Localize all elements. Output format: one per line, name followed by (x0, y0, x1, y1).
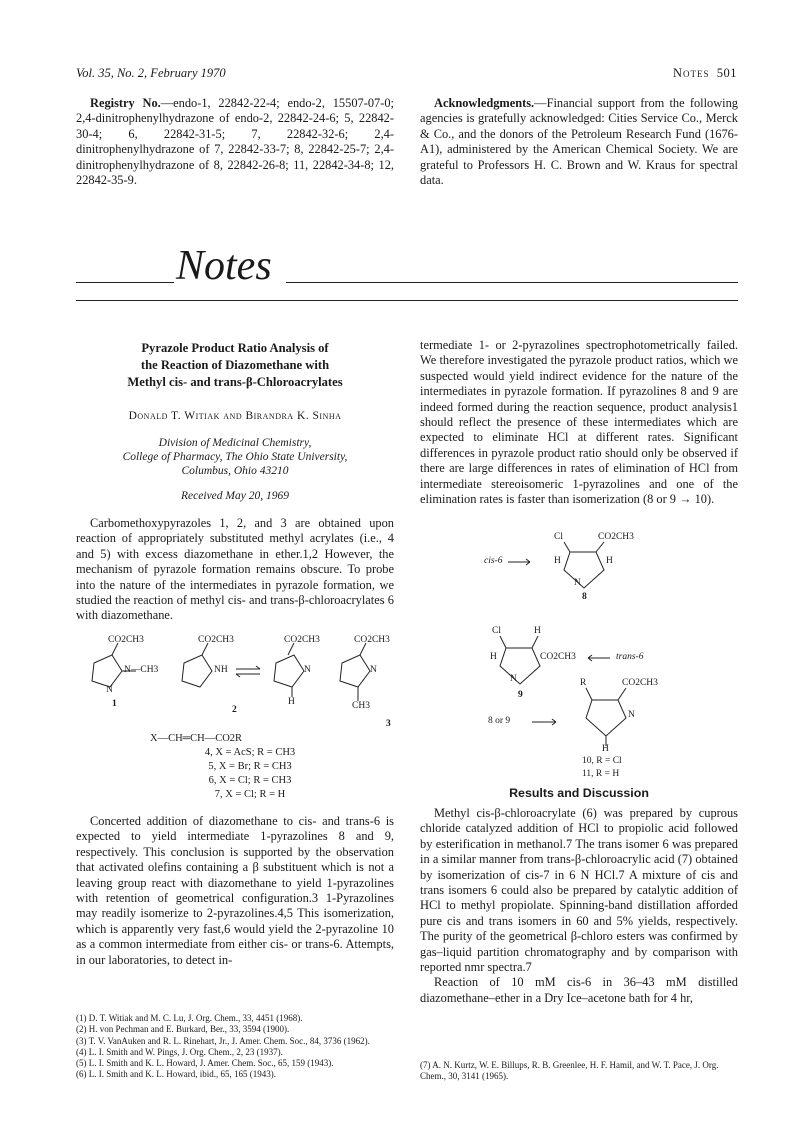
scheme10-ester: CO2CH3 (622, 678, 658, 688)
scheme8-h-left: H (554, 556, 561, 566)
scheme10-r: R (580, 678, 587, 688)
mechanism-text: Concerted addition of diazomethane to cis- and trans-6 is expected to yield intermediate 1-pyrazolines 8 and 9, respectively. This conclusion is supported by the observation that activated olefins containing a β substituent which is not a leaving group react with diazomethane to yield 1-pyrazolines with retention of geometrical configuration.3 1-Pyrazolines may readily isomerize to 2-pyrazolines.4,5 This isomerization, which is apparently very fast,6 would yield the 2-pyrazoline 10 as a common intermediate from either cis- or trans-6. Attempts, in our laboratories, to detect in- (76, 814, 394, 967)
tautomer-substituent: CO2CH3 (284, 635, 320, 645)
scheme9-h-top: H (534, 626, 541, 636)
scheme8-n: N (574, 578, 581, 588)
received-date: Received May 20, 1969 (181, 490, 289, 502)
scheme8-cl: Cl (554, 532, 563, 542)
footnote-4: (4) L. I. Smith and W. Pings, J. Org. Chem., 2, 23 (1937). (76, 1046, 283, 1057)
footnote-1: (1) D. T. Witiak and M. C. Lu, J. Org. Chem., 33, 4451 (1968). (76, 1013, 303, 1023)
banner-title: Notes (176, 243, 272, 289)
compound-label-3: 3 (386, 719, 391, 729)
struct1-n: N (106, 685, 113, 695)
banner-rule-right (286, 282, 738, 283)
intro-text: Carbomethoxypyrazoles 1, 2, and 3 are obtained upon reaction of appropriately substituted methyl acrylates (i.e., 4 and 5) with excess diazomethane in ether.1,2 However, the mechanism of pyrazole formation remains obscure. To probe into the nature of the intermediates in pyrazole formation, we studied the reaction of methyl cis- and trans-β-chloroacrylates 6 with diazomethane. (76, 516, 394, 623)
scheme-label-10: 10, R = Cl (582, 756, 622, 766)
scheme9-n: N (510, 674, 517, 684)
tautomer-h: H (288, 697, 295, 707)
footnote-2: (2) H. von Pechman and E. Burkard, Ber., 33, 3594 (1900). (76, 1024, 290, 1035)
compound-variant-4: 4, X = AcS; R = CH3 (204, 747, 296, 758)
right-column-paragraph (420, 338, 738, 507)
tautomer-n: N (304, 665, 311, 675)
pyrazole-structure-drawing (76, 633, 394, 733)
acknowledgments-paragraph (420, 96, 738, 188)
affiliation-line-2: College of Pharmacy, The Ohio State University, (122, 451, 348, 463)
scheme-label-8: 8 (582, 592, 587, 602)
scheme9-h-left: H (490, 652, 497, 662)
footnotes-left (76, 1013, 394, 1081)
footnote-3: (3) T. V. VanAuken and R. L. Rinehart, Jr., J. Amer. Chem. Soc., 84, 3736 (1962). (76, 1035, 370, 1046)
scheme10-h: H (602, 744, 609, 754)
struct2-substituent: CO2CH3 (198, 635, 234, 645)
footnote-5: (5) L. I. Smith and K. L. Howard, J. Amer. Chem. Soc., 65, 159 (1943). (76, 1058, 334, 1069)
article-title (76, 340, 394, 391)
acknowledgments-lead: Acknowledgments. (434, 96, 535, 110)
compound-variant-7: 7, X = Cl; R = H (214, 789, 286, 800)
intro-paragraph (76, 516, 394, 624)
compound-label-1: 1 (112, 699, 117, 709)
results-section (420, 806, 738, 1006)
registry-lead: Registry No. (90, 96, 161, 110)
scheme9-ester: CO2CH3 (540, 652, 576, 662)
article-affiliation (76, 436, 394, 478)
struct1-substituent: CO2CH3 (108, 635, 144, 645)
compound-label-2: 2 (232, 705, 237, 715)
title-line-1: Pyrazole Product Ratio Analysis of (141, 341, 329, 355)
affiliation-line-1: Division of Medicinal Chemistry, (158, 437, 312, 449)
struct3-n: N (370, 665, 377, 675)
scheme-drawing (420, 530, 738, 785)
struct1-n-methyl: N—CH3 (124, 665, 159, 675)
scheme-label-11: 11, R = H (582, 769, 620, 779)
right-column-text: termediate 1- or 2-pyrazolines spectrophotometrically failed. We therefore investigated the pyrazole product ratios, which we suspected would yield indirect evidence for the nature of the intermediates in pyrazole formation. If pyrazolines 8 and 9 are indeed formed during the reaction sequence, product analysis1 should reflect the presence of these intermediates which are expected to eliminate HCl at different rates. Significant differences in pyrazole product ratio should only be observed if there are large differences in rates of elimination of HCl from intermediate stereoisomeric 1-pyrazolines and one of the elimination rates is faster than isomerization (8 or 9 → 10). (420, 338, 738, 507)
title-line-3: Methyl cis- and trans-β-Chloroacrylates (127, 375, 343, 389)
article-authors: Donald T. Witiak and Birandra K. Sinha (128, 410, 342, 422)
reaction-scheme (420, 530, 738, 785)
scheme-cis6: cis-6 (484, 556, 503, 566)
scheme-trans6: trans-6 (616, 652, 644, 662)
compound-variant-6: 6, X = Cl; R = CH3 (208, 775, 292, 786)
running-header-right (620, 66, 737, 81)
scheme-label-9: 9 (518, 690, 523, 700)
registry-numbers-paragraph (76, 96, 394, 188)
results-paragraph-1: Methyl cis-β-chloroacrylate (6) was prepared by cuprous chloride catalyzed addition of HCl to propiolic acid followed by esterification in methanol.7 The trans isomer 6 was prepared in a similar manner from trans-β-chloroacrylic acid (7) obtained by isomerization of cis-7 in 6 N HCl.7 A mixture of cis and trans isomers 6 could also be prepared by catalytic addition of HCl to methyl propiolate. Spinning-band distillation afforded pure cis and trans isomers in 60 and 5% yields, respectively. The purity of the geometrical β-chloro esters was confirmed by gas–liquid partition chromatography and by comparison with reported nmr spectra.7 (420, 806, 738, 975)
scheme9-cl: Cl (492, 626, 501, 636)
scheme8-h-right: H (606, 556, 613, 566)
scheme8-ester: CO2CH3 (598, 532, 634, 542)
scheme10-n: N (628, 710, 635, 720)
scheme-arrow-source: 8 or 9 (488, 716, 511, 726)
notes-banner (76, 244, 738, 294)
registry-text: —endo-1, 22842-22-4; endo-2, 15507-07-0; 2,4-dinitrophenylhydrazone of endo-2, 22842-24-6; 5, 22842-30-4; 6, 22842-31-5; 7, 22842-32-6; 2,4-dinitrophenylhydrazone of 7, 22842-33-7; 8, 22842-25-7; 2,4-dinitrophenylhydrazone of 8, 22842-26-8; 11, 22842-34-8; 12, 22842-35-9. (76, 96, 394, 188)
results-heading: Results and Discussion (509, 786, 649, 800)
banner-rule-left (76, 282, 174, 283)
acrylate-listing (150, 732, 350, 802)
affiliation-line-3: Columbus, Ohio 43210 (181, 465, 289, 477)
acknowledgments-text: —Financial support from the following agencies is gratefully acknowledged: Cities Service Co., Merck & Co., and the donors of the Petroleum Research Fund (1676-A1), administered by the American Chemical Society. We are grateful to Professors H. C. Brown and W. Kraus for spectral data. (420, 96, 738, 188)
title-line-2: the Reaction of Diazomethane with (140, 358, 330, 372)
section-divider (76, 300, 738, 301)
struct2-nh: NH (214, 665, 228, 675)
page-number: 501 (716, 66, 737, 80)
footnote-6: (6) L. I. Smith and K. L. Howard, ibid., 65, 165 (1943). (76, 1069, 276, 1080)
struct3-ch3: CH3 (352, 701, 370, 711)
footnote-7: (7) A. N. Kurtz, W. E. Billups, R. B. Greenlee, H. F. Hamil, and W. T. Pace, J. Org. Chem., 30, 3141 (1965). (420, 1060, 719, 1082)
results-paragraph-2: Reaction of 10 mM cis-6 in 36–43 mM distilled diazomethane–ether in a Dry Ice–acetone bath for 4 hr, (420, 975, 738, 1005)
compound-variant-5: 5, X = Br; R = CH3 (208, 761, 292, 772)
struct3-substituent: CO2CH3 (354, 635, 390, 645)
header-section-label: Notes (672, 66, 710, 80)
running-header-left: Vol. 35, No. 2, February 1970 (76, 66, 226, 80)
mechanism-paragraph (76, 814, 394, 968)
general-formula: X—CH═CH—CO2R (150, 733, 243, 744)
